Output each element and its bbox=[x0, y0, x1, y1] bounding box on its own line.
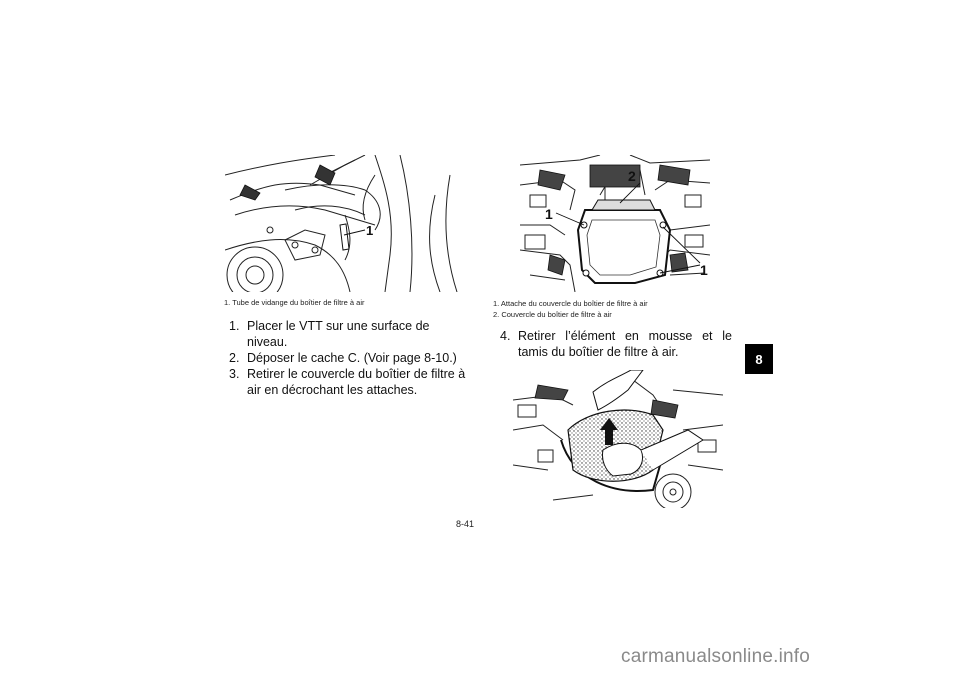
callout-1: 1 bbox=[366, 223, 374, 238]
figure1-caption bbox=[224, 297, 365, 308]
callout-1-right: 1 bbox=[700, 262, 708, 278]
section-tab: 8 bbox=[745, 344, 773, 374]
step-text: Déposer le cache C. (Voir page 8-10.) bbox=[247, 351, 457, 365]
step-number: 4. bbox=[500, 329, 511, 343]
step-item bbox=[500, 328, 732, 360]
step-text: Retirer l’élément en mousse et le tamis du boîtier de filtre à air. bbox=[518, 329, 732, 359]
step-number: 1. bbox=[229, 319, 240, 333]
page-number: 8-41 bbox=[456, 519, 475, 529]
figure2-caption bbox=[493, 298, 648, 320]
step-number: 2. bbox=[229, 351, 240, 365]
step-text: Placer le VTT sur une surface de niveau. bbox=[247, 319, 430, 349]
figure-air-filter-cover bbox=[520, 155, 710, 292]
step-text: Retirer le couvercle du boîtier de filtre à air en décrochant les attaches. bbox=[247, 367, 466, 397]
watermark-text: carmanualsonline.info bbox=[621, 646, 811, 667]
caption-line: 1. Attache du couvercle du boîtier de filtre à air bbox=[493, 299, 648, 308]
steps-right bbox=[500, 328, 732, 360]
caption-line: 2. Couvercle du boîtier de filtre à air bbox=[493, 310, 612, 319]
foam-element-illustration bbox=[513, 370, 723, 508]
steps-left bbox=[229, 318, 469, 398]
step-item bbox=[229, 366, 469, 398]
figure-drain-tube bbox=[225, 155, 465, 292]
step-item bbox=[229, 350, 469, 366]
callout-2: 2 bbox=[628, 168, 636, 184]
figure-foam-element bbox=[513, 370, 723, 508]
air-filter-cover-illustration bbox=[520, 155, 710, 292]
step-number: 3. bbox=[229, 367, 240, 381]
caption-line: 1. Tube de vidange du boîtier de filtre à air bbox=[224, 298, 365, 307]
step-item bbox=[229, 318, 469, 350]
drain-tube-illustration bbox=[225, 155, 465, 292]
callout-1-left: 1 bbox=[545, 206, 553, 222]
